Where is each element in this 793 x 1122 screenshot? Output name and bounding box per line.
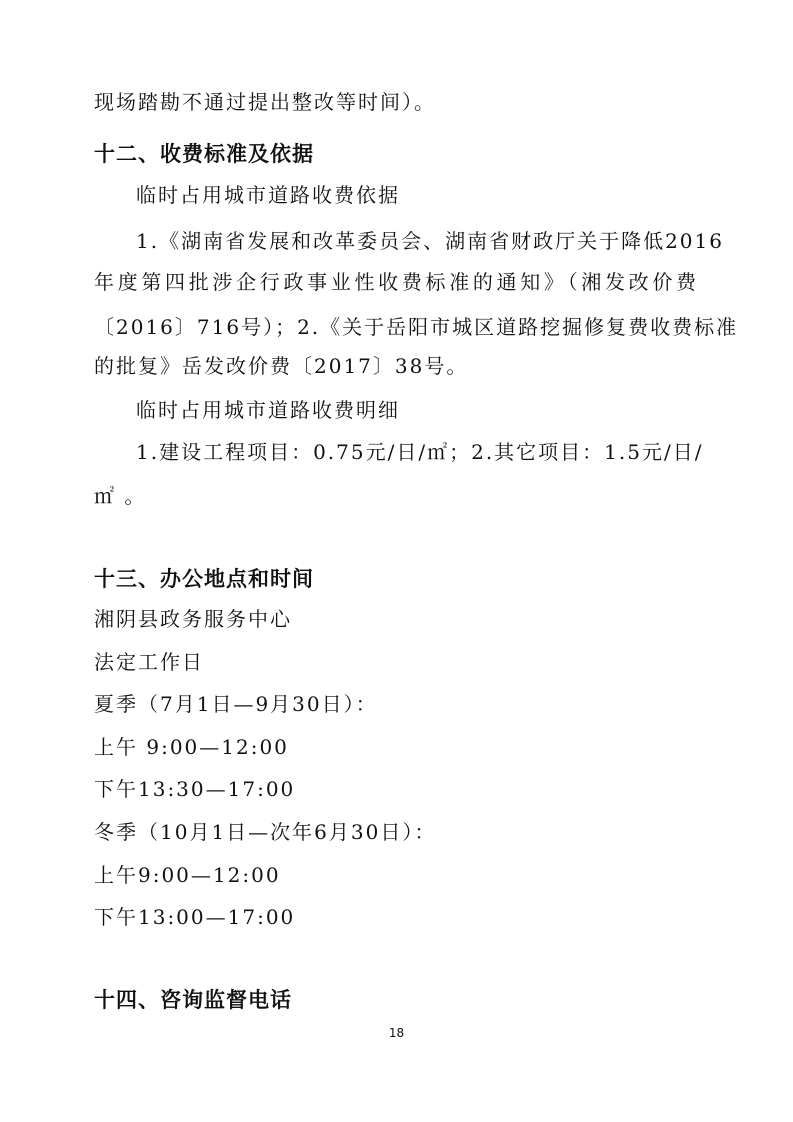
office-location: 湘阴县政务服务中心 [94, 607, 292, 631]
fee-basis-line-1: 1.《湖南省发展和改革委员会、湖南省财政厅关于降低2016 [136, 229, 724, 253]
section-13-heading: 十三、办公地点和时间 [94, 567, 314, 591]
winter-morning-hours: 上午9:00—12:00 [94, 863, 281, 887]
winter-period: 冬季（10月1日—次年6月30日）： [94, 820, 437, 844]
workday-label: 法定工作日 [94, 650, 204, 674]
page-number: 18 [388, 1026, 405, 1040]
winter-afternoon-hours: 下午13:00—17:00 [94, 905, 296, 929]
fee-detail-title: 临时占用城市道路收费明细 [136, 398, 400, 422]
fee-basis-line-4: 的批复》岳发改价费〔2017〕38号。 [94, 354, 469, 378]
fee-basis-title: 临时占用城市道路收费依据 [136, 183, 400, 207]
fee-basis-line-3: 〔2016〕716号）；2.《关于岳阳市城区道路挖掘修复费收费标准 [94, 315, 739, 339]
section-12-heading: 十二、收费标准及依据 [94, 142, 314, 166]
fee-basis-line-2: 年度第四批涉企行政事业性收费标准的通知》（湘发改价费 [94, 270, 698, 294]
summer-afternoon-hours: 下午13:30—17:00 [94, 777, 296, 801]
fee-detail-line-2: ㎡ 。 [94, 484, 147, 508]
fee-detail-line-1: 1.建设工程项目：0.75元/日/㎡；2.其它项目：1.5元/日/ [136, 440, 704, 464]
summer-morning-hours: 上午 9:00—12:00 [94, 735, 289, 759]
continuation-text: 现场踏勘不通过提出整改等时间）。 [94, 90, 436, 114]
section-14-heading: 十四、咨询监督电话 [94, 988, 292, 1012]
summer-period: 夏季（7月1日—9月30日）： [94, 692, 378, 716]
